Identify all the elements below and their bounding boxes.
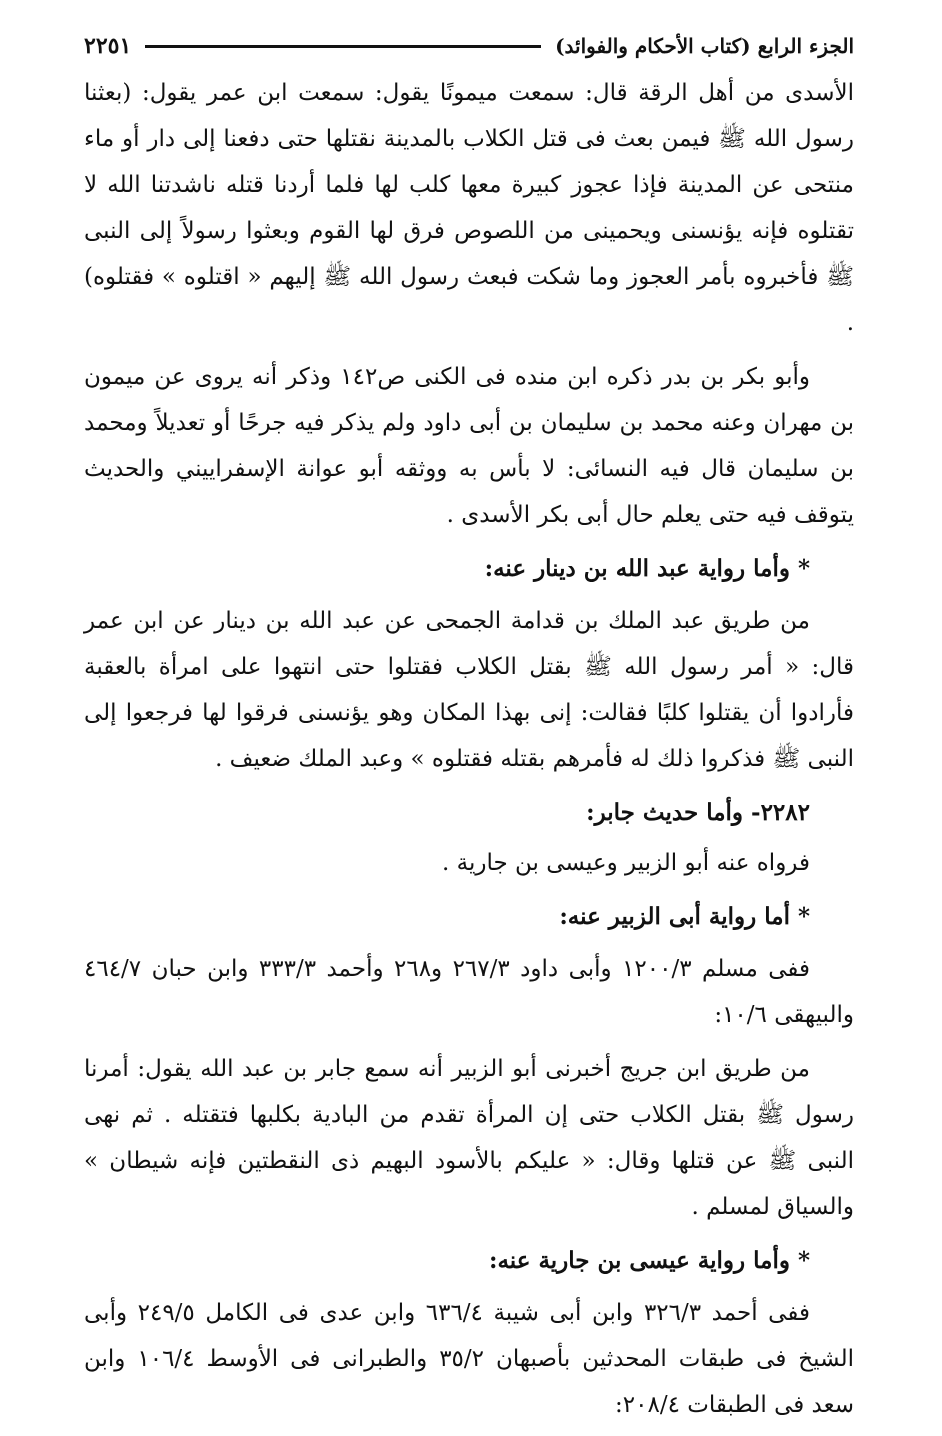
paragraph-4: فرواه عنه أبو الزبير وعيسى بن جارية . <box>442 850 810 876</box>
section-heading-isa-ibn-jariya: * وأما رواية عيسى بن جارية عنه: <box>488 1247 810 1274</box>
page-header <box>84 28 854 64</box>
section-heading-ibn-dinar: * وأما رواية عبد الله بن دينار عنه: <box>484 555 810 582</box>
paragraph-7: ففى أحمد ٣٢٦/٣ وابن أبى شيبة ٦٣٦/٤ وابن عدى فى الكامل ٢٤٩/٥ وأبى الشيخ فى طبقات المحدثين بأصبهان ٣٥/٢ والطبرانى فى الأوسط ١٠٦/٤ وابن سعد فى الطبقات ٢٠٨/٤: <box>84 1300 855 1418</box>
book-page <box>84 28 854 1436</box>
header-rule <box>145 45 541 48</box>
paragraph-1: الأسدى من أهل الرقة قال: سمعت ميمونًا يقول: سمعت ابن عمر يقول: (بعثنا رسول الله ﷺ فيمن بعث فى قتل الكلاب بالمدينة نقتلها حتى دفعنا إلى دار أو ماء منتحى عن المدينة فإذا عجوز كبيرة معها كلب لها فلما أردنا قتله ناشدتنا الله لا تقتلوه فإنه يؤنسنى ويحمينى من اللصوص فرق لها القوم وبعثوا رسولاً إلى النبى ﷺ فأخبروه بأمر العجوز وما شكت فبعث رسول الله ﷺ إليهم « اقتلوه » فقتلوه) . <box>84 80 855 336</box>
running-title: الجزء الرابع (كتاب الأحكام والفوائد) <box>555 34 854 58</box>
paragraph-5: ففى مسلم ١٢٠٠/٣ وأبى داود ٢٦٧/٣ و٢٦٨ وأحمد ٣٣٣/٣ وابن حبان ٤٦٤/٧ والبيهقى ١٠/٦: <box>84 956 854 1028</box>
hadith-heading-jabir: ٢٢٨٢- وأما حديث جابر: <box>586 799 810 826</box>
paragraph-2: وأبو بكر بن بدر ذكره ابن منده فى الكنى ص١٤٢ وذكر أنه يروى عن ميمون بن مهران وعنه محمد بن سليمان بن أبى داود ولم يذكر فيه جرحًا أو تعديلاً ومحمد بن سليمان قال فيه النسائى: لا بأس به ووثقه أبو عوانة الإسفراييني والحديث يتوقف فيه حتى يعلم حال أبى بكر الأسدى . <box>84 364 854 528</box>
section-heading-abu-zubayr: * أما رواية أبى الزبير عنه: <box>559 903 810 930</box>
paragraph-6: من طريق ابن جريج أخبرنى أبو الزبير أنه سمع جابر بن عبد الله يقول: أمرنا رسول ﷺ بقتل الكلاب حتى إن المرأة تقدم من البادية بكلبها فتقتله . ثم نهى النبى ﷺ عن قتلها وقال: « عليكم بالأسود البهيم ذى النقطتين فإنه شيطان » والسياق لمسلم . <box>84 1056 854 1220</box>
page-number: ٢٢٥١ <box>84 33 132 59</box>
paragraph-3: من طريق عبد الملك بن قدامة الجمحى عن عبد الله بن دينار عن ابن عمر قال: « أمر رسول الله ﷺ بقتل الكلاب فقتلوا حتى انتهوا على امرأة بالعقبة فأرادوا أن يقتلوا كلبًا فقالت: إنى بهذا المكان وهو يؤنسنى فرقوا لها فرجعوا إلى النبى ﷺ فذكروا ذلك له فأمرهم بقتله فقتلوه » وعبد الملك ضعيف . <box>84 608 854 772</box>
